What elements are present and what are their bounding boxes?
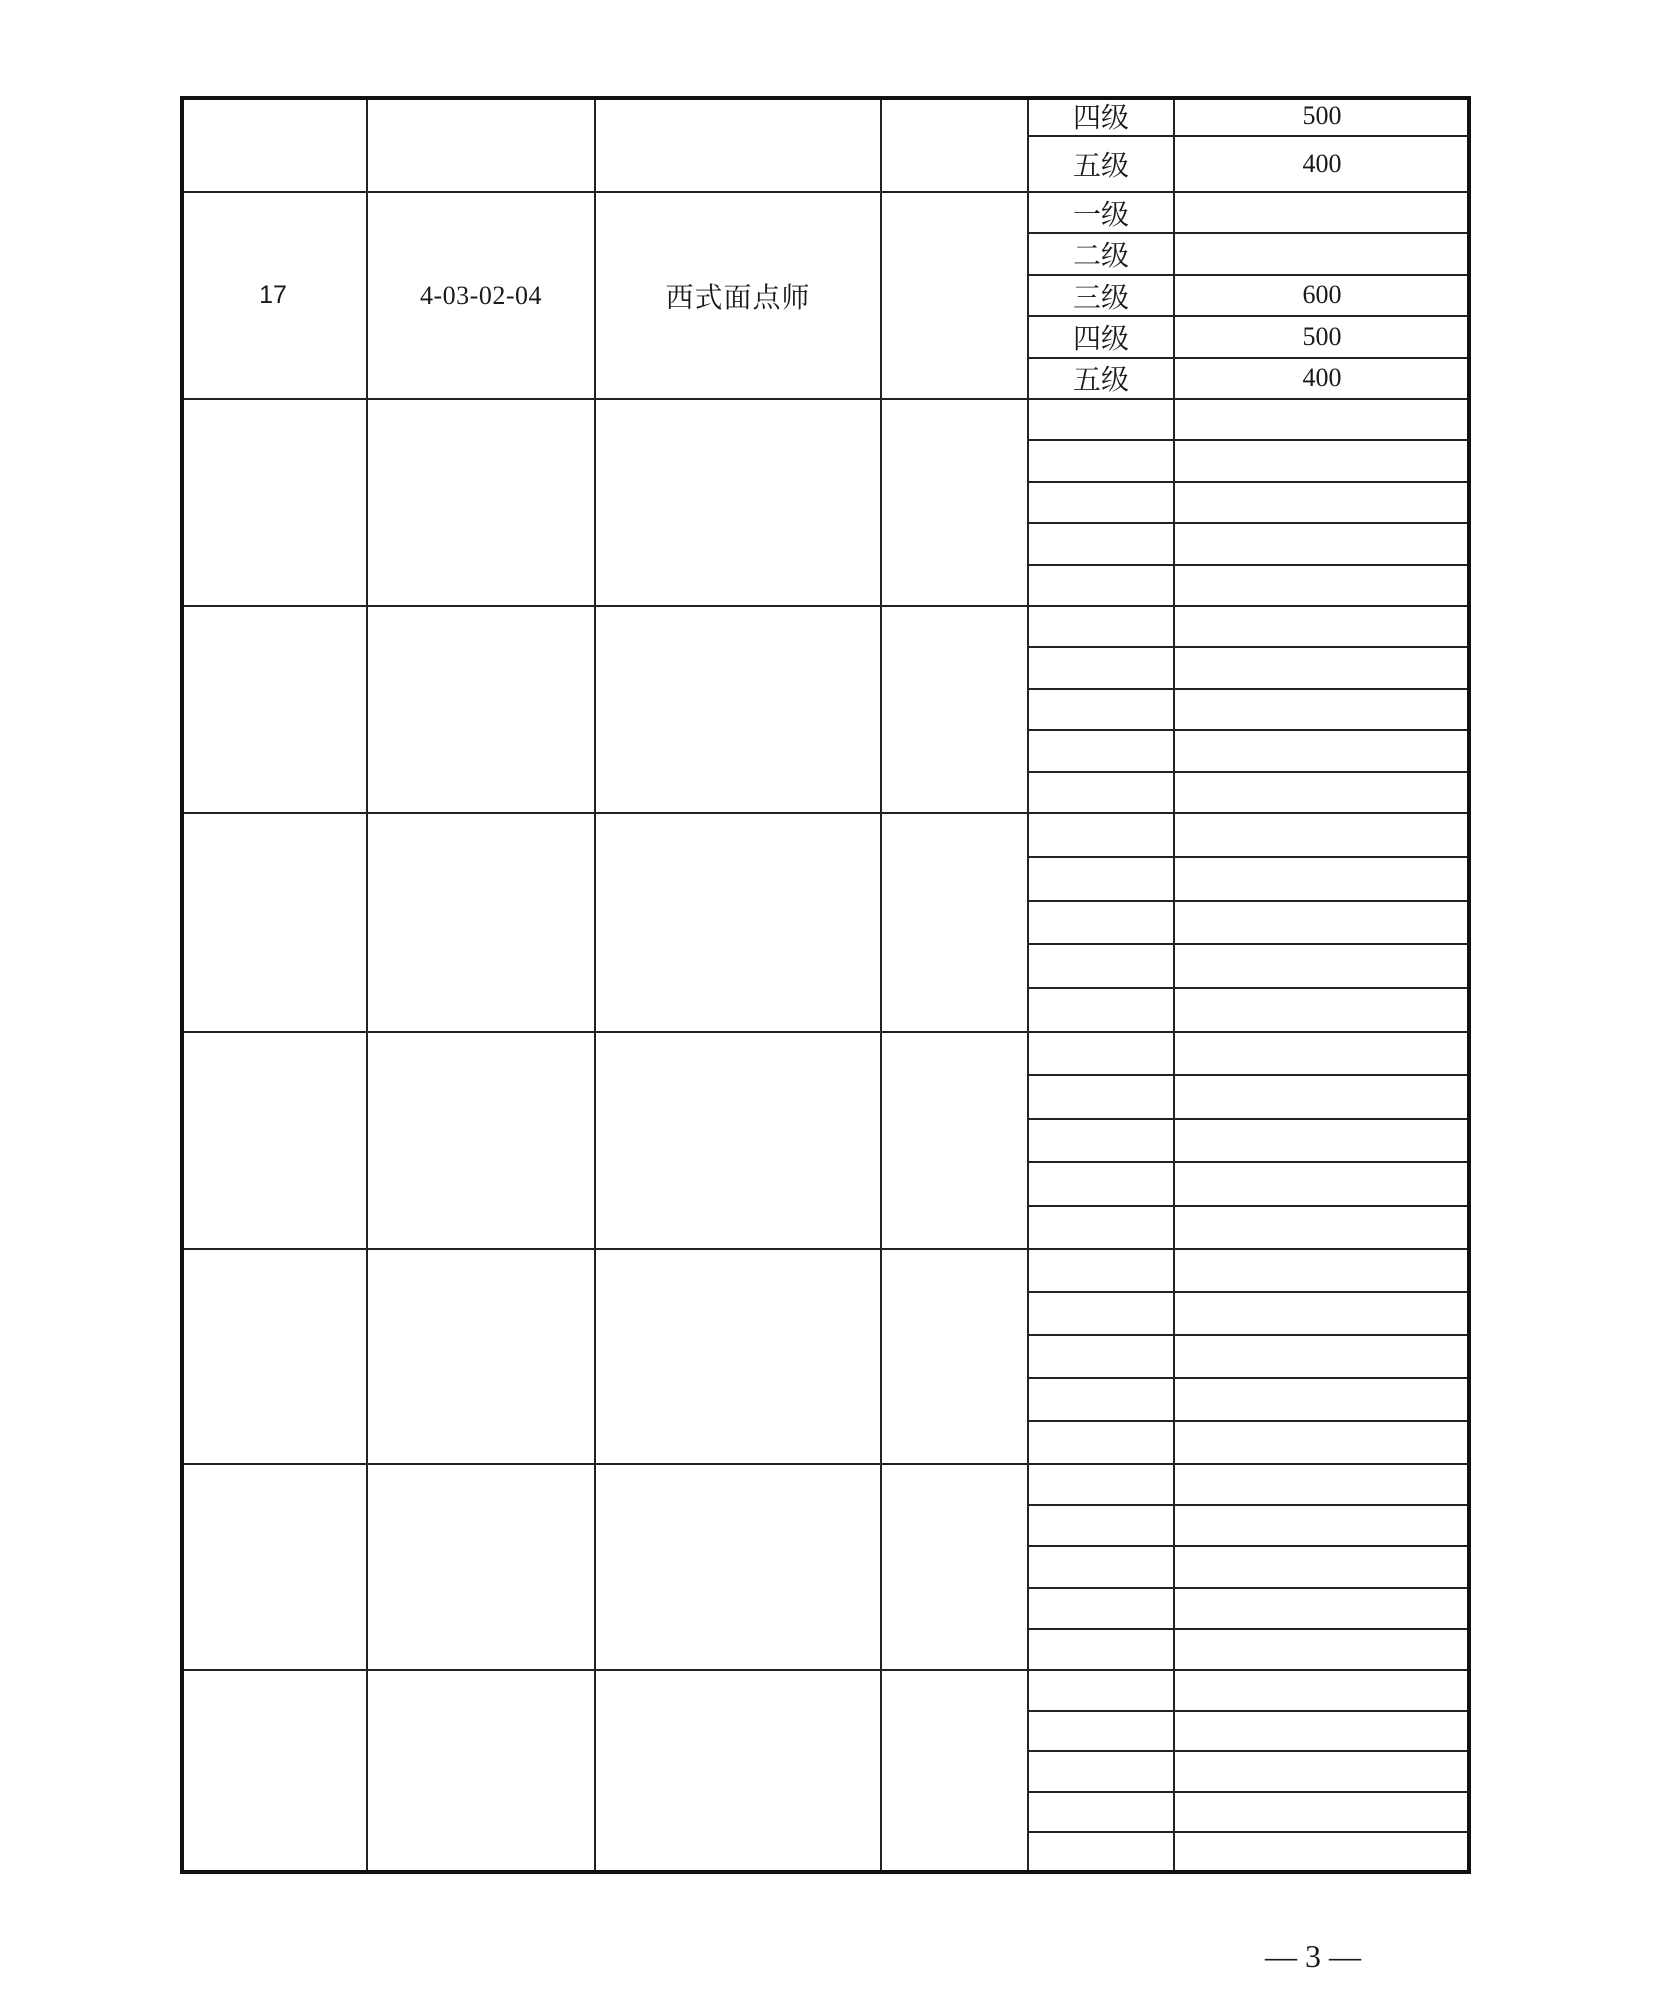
amount-cell xyxy=(1175,945,1471,989)
amount-cell xyxy=(1175,1163,1471,1206)
amount-cell xyxy=(1175,989,1471,1033)
level-cell xyxy=(1029,690,1175,731)
serial-number-cell xyxy=(180,1465,368,1671)
amount-cell xyxy=(1175,1293,1471,1336)
amount-cell xyxy=(1175,1793,1471,1834)
amount-cell xyxy=(1175,1379,1471,1422)
remark-cell xyxy=(882,1033,1029,1250)
level-cell xyxy=(1029,566,1175,607)
occupation-code-cell xyxy=(368,1033,596,1250)
level-cell: 五级 xyxy=(1029,359,1175,400)
table-group xyxy=(180,1033,1471,1250)
occupation-code-cell xyxy=(368,1250,596,1465)
table-group xyxy=(180,1465,1471,1671)
serial-number-cell xyxy=(180,1033,368,1250)
serial-number-cell xyxy=(180,400,368,607)
level-cell xyxy=(1029,1793,1175,1834)
amount-cell xyxy=(1175,1422,1471,1465)
level-cell xyxy=(1029,524,1175,565)
amount-cell xyxy=(1175,1671,1471,1712)
page-number: — 3 — xyxy=(1265,1938,1361,1974)
level-cell xyxy=(1029,1547,1175,1588)
remark-cell xyxy=(882,1671,1029,1874)
level-cell xyxy=(1029,483,1175,524)
amount-cell xyxy=(1175,858,1471,902)
amount-cell xyxy=(1175,902,1471,946)
amount-cell: 400 xyxy=(1175,137,1471,193)
table-group xyxy=(180,1250,1471,1465)
level-cell xyxy=(1029,1422,1175,1465)
remark-cell xyxy=(882,400,1029,607)
occupation-name-cell xyxy=(596,1033,882,1250)
level-cell xyxy=(1029,731,1175,772)
occupation-name-cell xyxy=(596,814,882,1033)
occupation-code-cell xyxy=(368,814,596,1033)
remark-cell xyxy=(882,1250,1029,1465)
level-cell: 四级 xyxy=(1029,317,1175,358)
amount-cell xyxy=(1175,1465,1471,1506)
level-cell xyxy=(1029,1076,1175,1119)
amount-cell xyxy=(1175,400,1471,441)
level-cell xyxy=(1029,1163,1175,1206)
level-cell xyxy=(1029,400,1175,441)
level-cell xyxy=(1029,1465,1175,1506)
amount-cell xyxy=(1175,731,1471,772)
amount-cell: 500 xyxy=(1175,96,1471,137)
amount-cell xyxy=(1175,1336,1471,1379)
amount-cell xyxy=(1175,1207,1471,1250)
occupation-code-cell xyxy=(368,96,596,193)
level-cell xyxy=(1029,1833,1175,1874)
amount-cell xyxy=(1175,1630,1471,1671)
level-cell xyxy=(1029,1293,1175,1336)
remark-cell xyxy=(882,814,1029,1033)
amount-cell xyxy=(1175,483,1471,524)
level-cell xyxy=(1029,1506,1175,1547)
occupation-name-cell xyxy=(596,96,882,193)
table-group xyxy=(180,607,1471,814)
table-group xyxy=(180,193,1471,400)
amount-cell xyxy=(1175,1547,1471,1588)
amount-cell xyxy=(1175,1250,1471,1293)
amount-cell xyxy=(1175,1033,1471,1076)
occupation-code-cell xyxy=(368,1465,596,1671)
remark-cell xyxy=(882,96,1029,193)
level-cell xyxy=(1029,441,1175,482)
table-group xyxy=(180,814,1471,1033)
occupation-name-cell xyxy=(596,1465,882,1671)
occupation-code-cell xyxy=(368,400,596,607)
amount-cell xyxy=(1175,607,1471,648)
amount-cell xyxy=(1175,648,1471,689)
occupation-name-cell xyxy=(596,1250,882,1465)
level-cell xyxy=(1029,1120,1175,1163)
amount-cell xyxy=(1175,1752,1471,1793)
occupation-name-cell xyxy=(596,400,882,607)
level-cell xyxy=(1029,814,1175,858)
amount-cell xyxy=(1175,234,1471,275)
amount-cell xyxy=(1175,524,1471,565)
level-cell xyxy=(1029,773,1175,814)
amount-cell xyxy=(1175,193,1471,234)
level-cell xyxy=(1029,1207,1175,1250)
occupation-name-cell xyxy=(596,607,882,814)
level-cell xyxy=(1029,1250,1175,1293)
data-table xyxy=(180,96,1471,1874)
remark-cell xyxy=(882,193,1029,400)
level-cell xyxy=(1029,1712,1175,1753)
table-group xyxy=(180,400,1471,607)
occupation-code-cell: 4-03-02-04 xyxy=(368,193,596,400)
remark-cell xyxy=(882,607,1029,814)
amount-cell xyxy=(1175,1589,1471,1630)
remark-cell xyxy=(882,1465,1029,1671)
level-cell xyxy=(1029,989,1175,1033)
level-cell: 五级 xyxy=(1029,137,1175,193)
table-group xyxy=(180,1671,1471,1874)
level-cell: 四级 xyxy=(1029,96,1175,137)
amount-cell: 400 xyxy=(1175,359,1471,400)
occupation-code-cell xyxy=(368,1671,596,1874)
level-cell xyxy=(1029,1671,1175,1712)
amount-cell xyxy=(1175,1076,1471,1119)
amount-cell xyxy=(1175,1120,1471,1163)
level-cell xyxy=(1029,1630,1175,1671)
level-cell xyxy=(1029,1033,1175,1076)
occupation-name-cell: 西式面点师 xyxy=(596,193,882,400)
level-cell: 一级 xyxy=(1029,193,1175,234)
level-cell xyxy=(1029,1336,1175,1379)
occupation-code-cell xyxy=(368,607,596,814)
level-cell xyxy=(1029,858,1175,902)
amount-cell xyxy=(1175,1833,1471,1874)
table-group xyxy=(180,96,1471,193)
serial-number-cell: 17 xyxy=(180,193,368,400)
level-cell: 三级 xyxy=(1029,276,1175,317)
amount-cell xyxy=(1175,1506,1471,1547)
level-cell xyxy=(1029,945,1175,989)
amount-cell: 600 xyxy=(1175,276,1471,317)
level-cell xyxy=(1029,902,1175,946)
level-cell xyxy=(1029,648,1175,689)
amount-cell xyxy=(1175,441,1471,482)
serial-number-cell xyxy=(180,1671,368,1874)
amount-cell xyxy=(1175,566,1471,607)
occupation-name-cell xyxy=(596,1671,882,1874)
level-cell: 二级 xyxy=(1029,234,1175,275)
amount-cell: 500 xyxy=(1175,317,1471,358)
serial-number-cell xyxy=(180,607,368,814)
level-cell xyxy=(1029,607,1175,648)
serial-number-cell xyxy=(180,814,368,1033)
amount-cell xyxy=(1175,690,1471,731)
amount-cell xyxy=(1175,773,1471,814)
serial-number-cell xyxy=(180,96,368,193)
amount-cell xyxy=(1175,814,1471,858)
level-cell xyxy=(1029,1752,1175,1793)
level-cell xyxy=(1029,1379,1175,1422)
level-cell xyxy=(1029,1589,1175,1630)
serial-number-cell xyxy=(180,1250,368,1465)
amount-cell xyxy=(1175,1712,1471,1753)
